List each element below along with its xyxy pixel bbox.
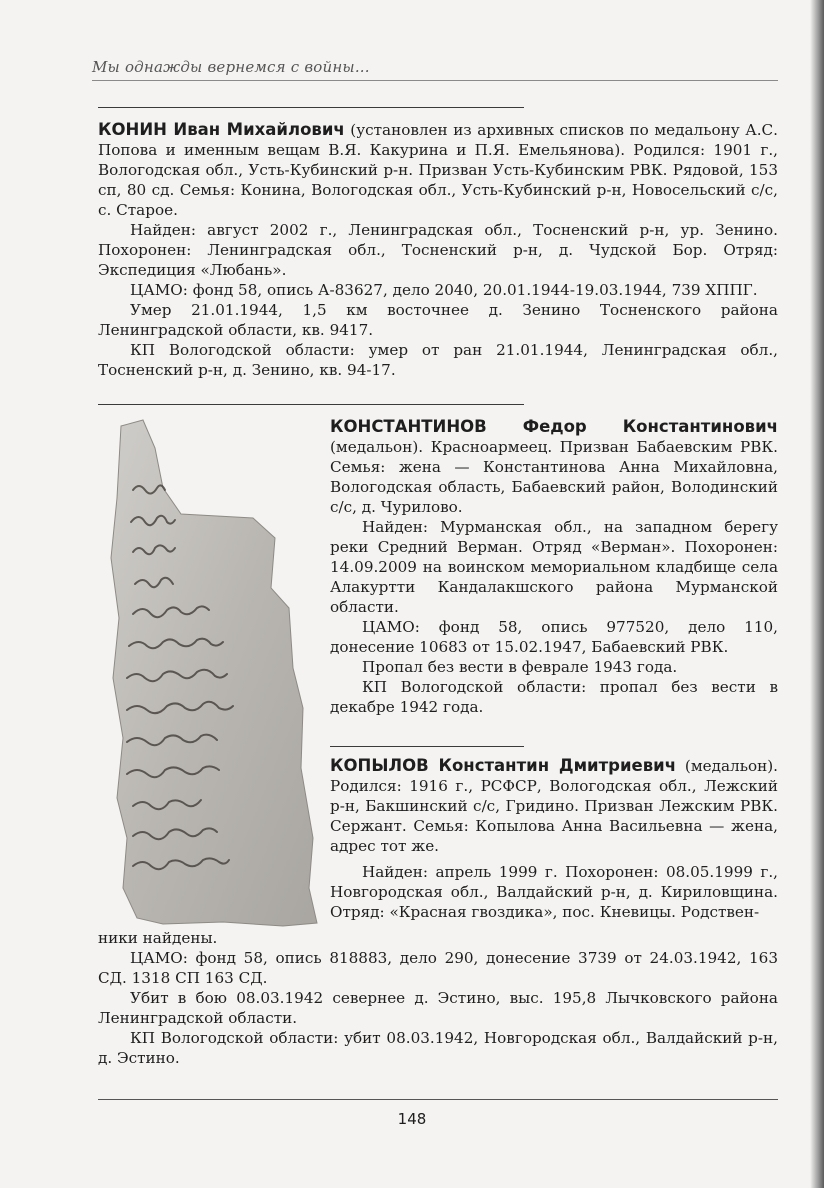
entry-kp: КП Вологодской области: убит 08.03.1942, Новгородская обл., Валдайский р-н, д. Эстино. <box>98 1029 778 1067</box>
entry-intro <box>330 417 778 517</box>
entry-separator-2 <box>98 404 524 405</box>
entry-separator-3 <box>330 746 524 747</box>
entry-intro <box>98 120 778 220</box>
page-edge-shadow <box>810 0 824 1188</box>
entry-name: КОПЫЛОВ Константин Дмитриевич <box>330 756 677 775</box>
entry-found: Найден: август 2002 г., Ленинградская обл., Тосненский р-н, ур. Зенино. Похоронен: Ленинградская обл., Тосненский р-н, д. Чудской Бор. Отряд: Экспедиция «Любань». <box>98 221 778 279</box>
entry-kp: КП Вологодской области: умер от ран 21.01.1944, Ленинградская обл., Тосненский р-н, д. Зенино, кв. 94-17. <box>98 341 778 379</box>
entry-found: Найден: Мурманская обл., на западном берегу реки Средний Верман. Отряд «Верман». Похоронен: 14.09.2009 на воинском мемориальном кладбище села Алакуртти Кандалакшского района Мурманской области. <box>330 518 778 616</box>
entry-konstantinov <box>330 417 778 717</box>
entry-kopylov-top <box>330 756 778 856</box>
entry-death: Пропал без вести в феврале 1943 года. <box>362 658 678 676</box>
entry-separator-1 <box>98 107 524 108</box>
entry-name: КОНИН Иван Михайлович <box>98 120 345 139</box>
entry-death: Убит в бою 08.03.1942 севернее д. Эстино, выс. 195,8 Лычковского района Ленинградской области. <box>98 989 778 1027</box>
entry-name: КОНСТАНТИНОВ Федор Константинович <box>330 417 778 436</box>
page-number: 148 <box>397 1110 427 1128</box>
running-header: Мы однажды вернемся с войны... <box>92 58 370 76</box>
medallion-note-photo <box>103 418 325 928</box>
entry-found-end: ники найдены. <box>98 929 218 947</box>
entry-kopylov-found <box>330 862 778 922</box>
entry-archive: ЦАМО: фонд 58, опись 818883, дело 290, донесение 3739 от 24.03.1942, 163 СД. 1318 СП 163 СД. <box>98 949 778 987</box>
entry-archive: ЦАМО: фонд 58, опись А-83627, дело 2040, 20.01.1944-19.03.1944, 739 ХППГ. <box>130 281 758 299</box>
entry-intro-text: (установлен из архивных списков по медальону А.С. Попова и именным вещам В.Я. Какурина и П.Я. Емельянова). Родился: 1901 г., Вологодская обл., Усть-Кубинский р-н. Призван Усть-Кубинским РВК. Рядовой, 153 сп, 80 сд. Семья: Конина, Вологодская обл., Усть-Кубинский р-н, Новосельский с/с, с. Старое. <box>98 121 778 219</box>
entry-intro-text: (медальон). Красноармеец. Призван Бабаевским РВК. Семья: жена — Константинова Анна Михайловна, Вологодская область, Бабаевский район, Володинский с/с, д. Чурилово. <box>330 438 778 516</box>
header-rule <box>92 80 778 81</box>
footer-rule <box>98 1099 778 1100</box>
entry-found-start: Найден: апрель 1999 г. Похоронен: 08.05.1999 г., Новгородская обл., Валдайский р-н, д. Кириловщина. Отряд: «Красная гвоздика», пос. Кневицы. Родствен- <box>330 863 778 921</box>
entry-intro <box>330 756 778 856</box>
entry-intro-text: (медальон). Родился: 1916 г., РСФСР, Вологодская обл., Лежский р-н, Бакшинский с/с, Гридино. Призван Лежским РВК. Сержант. Семья: Копылова Анна Васильевна — жена, адрес тот же. <box>330 757 778 855</box>
entry-death: Умер 21.01.1944, 1,5 км восточнее д. Зенино Тосненского района Ленинградской области, кв. 9417. <box>98 301 778 339</box>
entry-kp: КП Вологодской области: пропал без вести в декабре 1942 года. <box>330 678 778 716</box>
entry-archive: ЦАМО: фонд 58, опись 977520, дело 110, донесение 10683 от 15.02.1947, Бабаевский РВК. <box>330 618 778 656</box>
entry-konin <box>98 120 778 380</box>
entry-kopylov-rest <box>98 928 778 1068</box>
